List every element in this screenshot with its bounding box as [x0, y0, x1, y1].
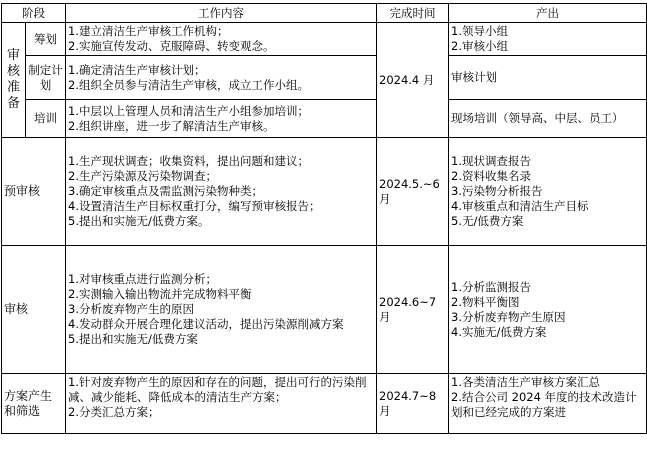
content-line: 5.提出和实施无/低费方案。 [68, 214, 210, 228]
output-line: 审核计划 [451, 70, 497, 84]
output-line: 现场培训（领导高、中层、员工） [451, 111, 624, 125]
output-cell [449, 374, 647, 434]
content-line: 2.分类汇总方案； [68, 405, 160, 419]
time-cell: 2024.6~7月 [377, 246, 449, 374]
content-line: 1.生产现状调查；收集资料，提出问题和建议； [68, 154, 309, 168]
output-line: 4.审核重点和清洁生产目标 [451, 199, 589, 213]
output-cell [449, 56, 647, 100]
content-line: 1.针对废弃物产生的原因和存在的问题，提出可行的污染削减、减少能耗、降低成本的清洁生产方案； [68, 375, 367, 404]
table-row [2, 23, 647, 56]
table-row [2, 138, 647, 246]
stage-prep-char: 备 [6, 96, 20, 111]
content-line: 4.设置清洁生产目标权重打分，编写预审核报告； [68, 199, 321, 213]
output-cell [449, 138, 647, 246]
output-line: 1.各类清洁生产审核方案汇总 [451, 375, 600, 389]
content-line: 2.生产污染源及污染物调查； [68, 169, 217, 183]
stage-prep-char: 核 [6, 64, 20, 79]
content-line: 3.确定审核重点及需监测污染物种类； [68, 184, 263, 198]
content-cell [66, 23, 377, 56]
content-cell [66, 100, 377, 138]
table-row [2, 100, 647, 138]
content-line: 2.组织讲座，进一步了解清洁生产审核。 [68, 118, 275, 133]
output-line: 2.资料收集名录 [451, 169, 531, 183]
content-line: 1.对审核重点进行监测分析； [68, 272, 217, 286]
content-line: 3.分析废弃物产生的原因 [68, 302, 194, 316]
output-line: 1.分析监测报告 [451, 279, 531, 294]
stage-prep-char: 准 [6, 80, 20, 95]
stage-prep-label [2, 23, 26, 138]
output-line: 2.物料平衡图 [451, 294, 520, 309]
output-line: 3.污染物分析报告 [451, 184, 543, 198]
output-cell [449, 23, 647, 56]
output-line: 1.现状调查报告 [451, 154, 531, 168]
time-cell: 2024.5.~6月 [377, 138, 449, 246]
time-cell: 2024.7~8月 [377, 374, 449, 434]
output-line: 1.领导小组 [451, 24, 508, 38]
stage-prep-char: 审 [6, 48, 20, 63]
stage-label: 预审核 [2, 138, 66, 246]
content-line: 1.建立清洁生产审核工作机构； [68, 24, 229, 38]
content-cell [66, 374, 377, 434]
output-cell [449, 100, 647, 138]
content-cell [66, 56, 377, 100]
table-row [2, 56, 647, 100]
content-line: 2.组织全员参与清洁生产审核，成立工作小组。 [68, 77, 309, 92]
content-cell [66, 138, 377, 246]
substage-label: 培训 [26, 100, 66, 138]
content-cell [66, 246, 377, 374]
stage-label: 审核 [2, 246, 66, 374]
content-line: 4.发动群众开展合理化建议活动，提出污染源削减方案 [68, 317, 344, 331]
output-line: 2.审核小组 [451, 39, 508, 53]
substage-label: 制定计划 [26, 56, 66, 100]
header-output: 产出 [449, 4, 647, 23]
header-content: 工作内容 [66, 4, 377, 23]
time-cell: 2024.4 月 [377, 23, 449, 138]
header-time: 完成时间 [377, 4, 449, 23]
substage-label: 筹划 [26, 23, 66, 56]
content-line: 2.实施宣传发动、克服障碍、转变观念。 [68, 39, 275, 53]
stage-label: 方案产生和筛选 [2, 374, 66, 434]
audit-plan-table [1, 3, 647, 434]
content-line: 1.中层以上管理人员和清洁生产小组参加培训； [68, 103, 309, 118]
output-line: 4.实施无/低费方案 [451, 324, 547, 339]
table-row [2, 374, 647, 434]
output-line: 3.分析废弃物产生原因 [451, 309, 566, 324]
output-cell [449, 246, 647, 374]
output-line: 2.结合公司 2024 年度的技术改造计划和已经完成的方案进 [451, 390, 637, 419]
output-line: 5.无/低费方案 [451, 214, 524, 228]
header-row [2, 4, 647, 23]
table-row [2, 246, 647, 374]
content-line: 1.确定清洁生产审核计划； [68, 62, 206, 77]
header-stage: 阶段 [2, 4, 66, 23]
content-line: 2.实测输入输出物流并完成物料平衡 [68, 287, 252, 301]
content-line: 5.提出和实施无/低费方案 [68, 332, 198, 346]
